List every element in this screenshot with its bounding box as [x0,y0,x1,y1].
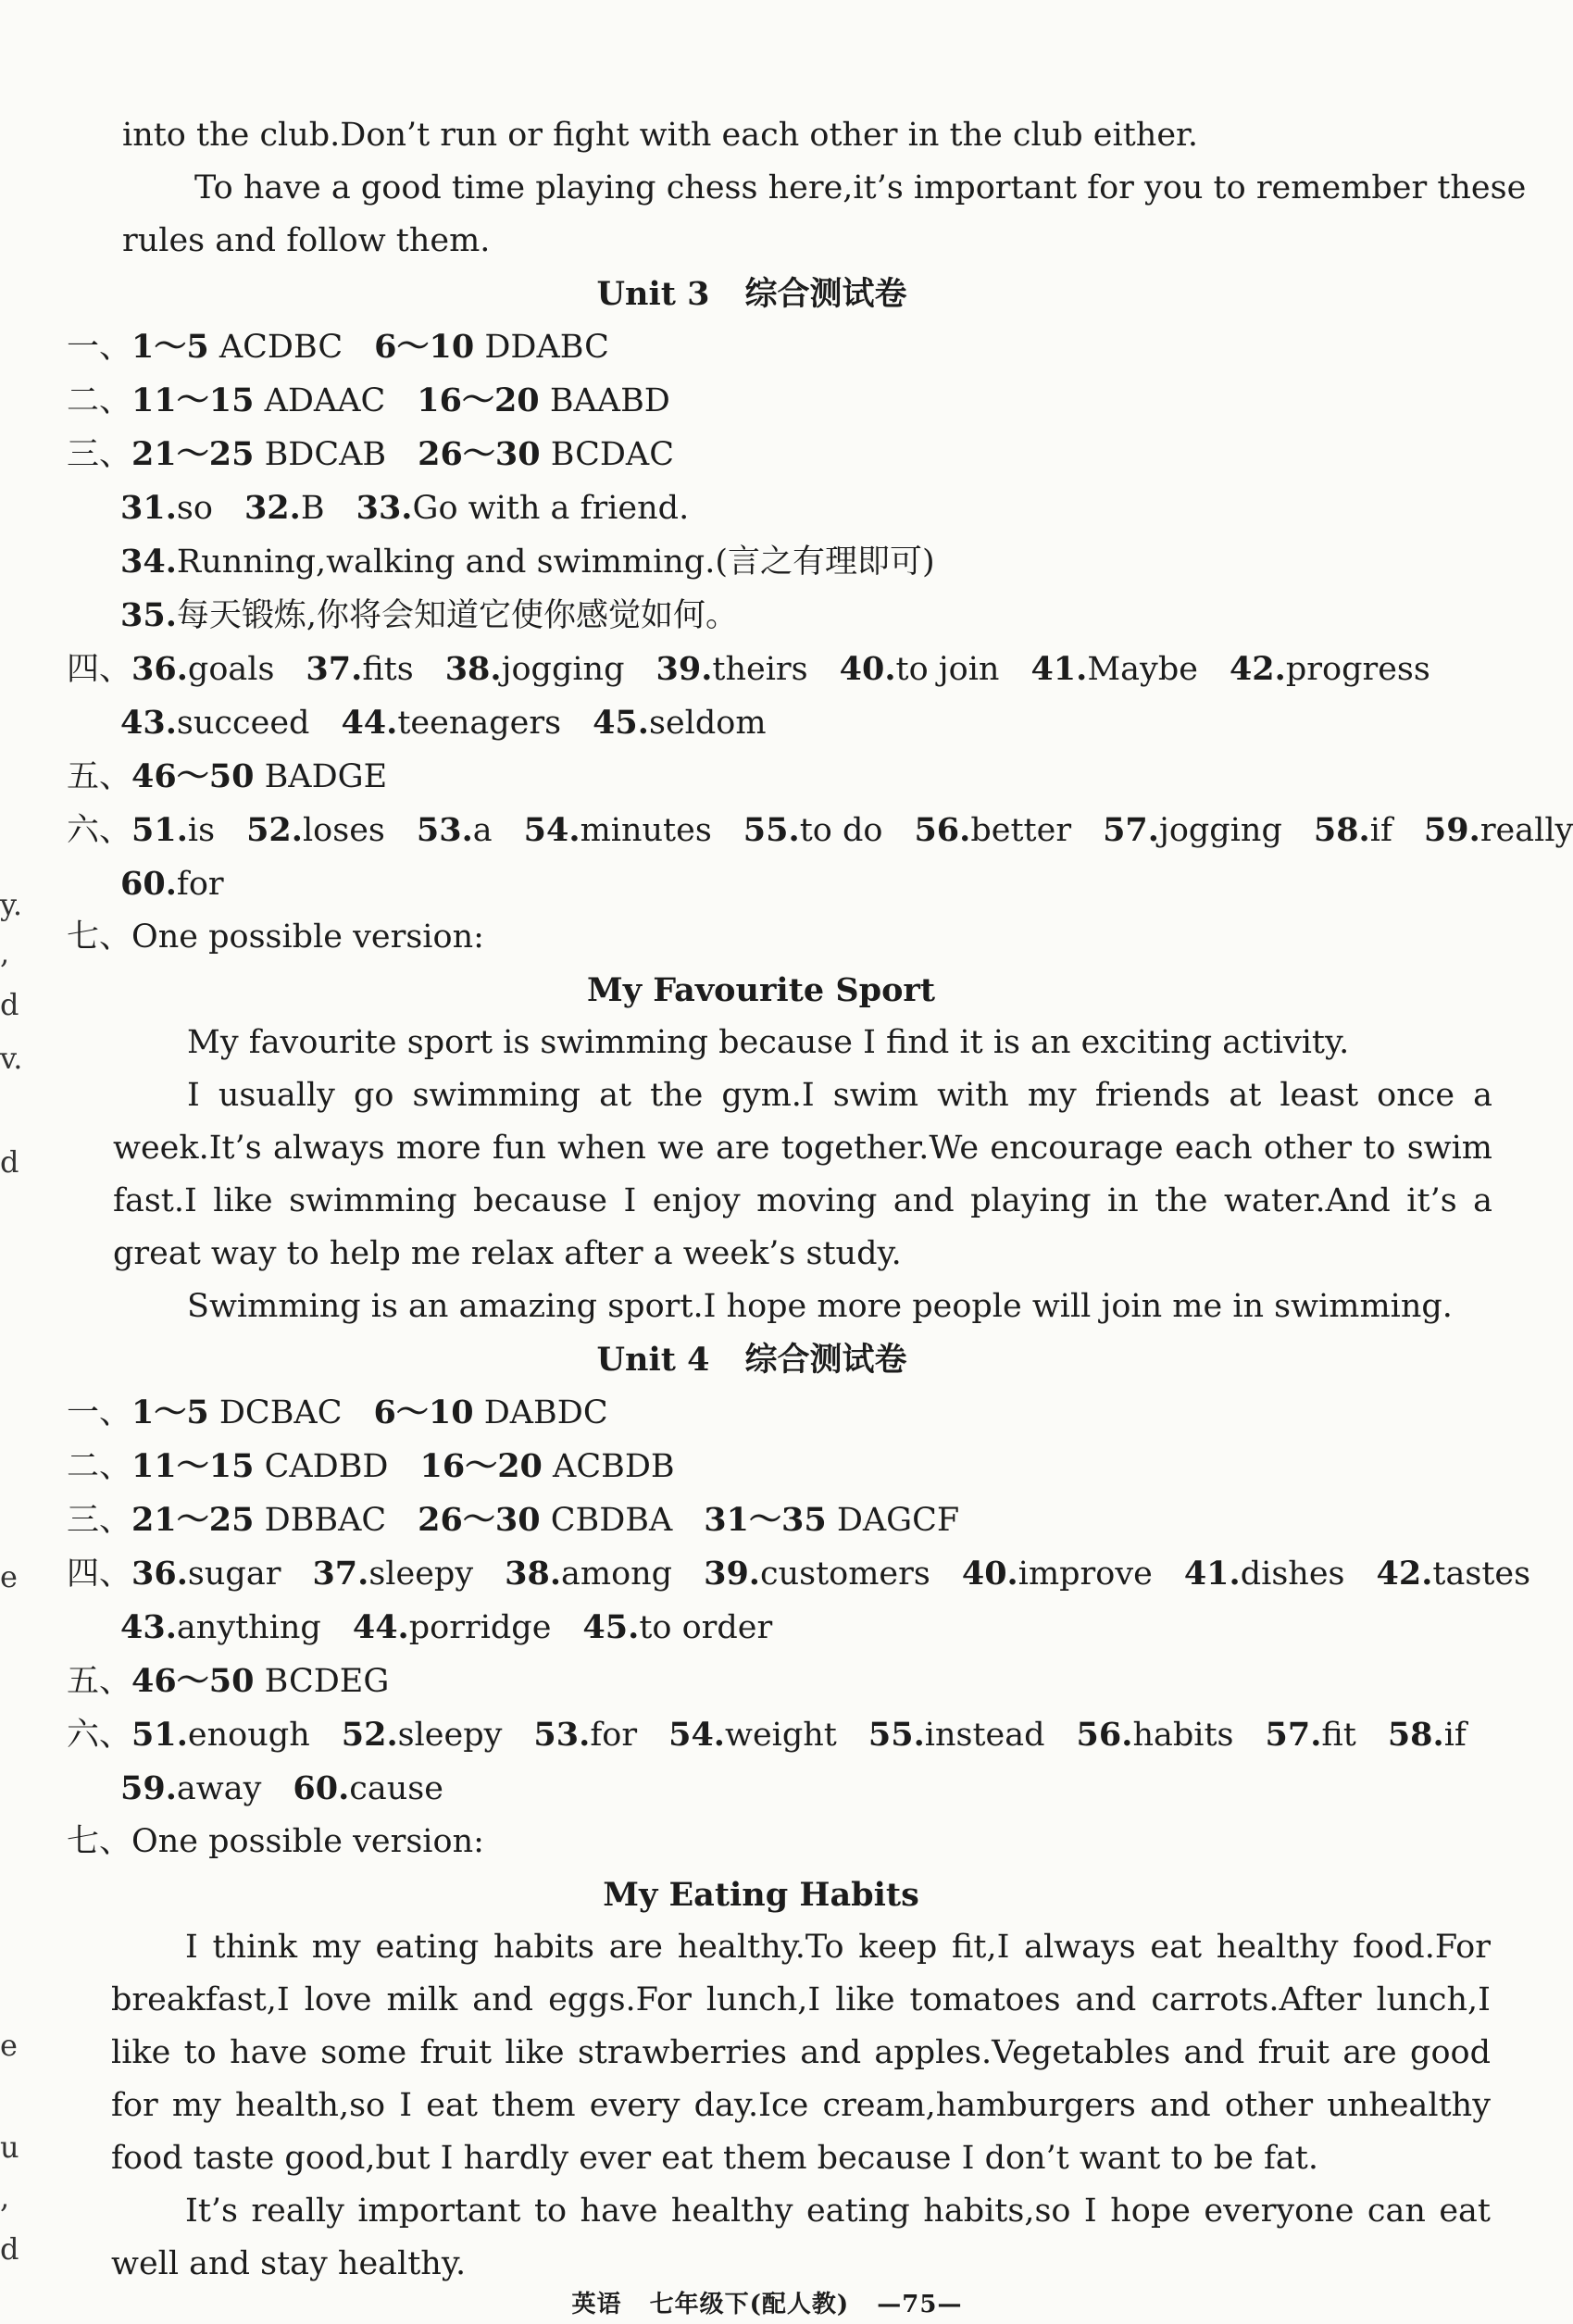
page-number: —75— [877,2291,963,2318]
unit3-section-5 [67,750,1455,804]
edge-fragment: v. [0,1041,23,1076]
section-prefix: 二、 [67,382,132,419]
unit4-section-4 [67,1547,1531,1601]
range: 31～35 [704,1501,827,1539]
answer: to order [639,1609,773,1646]
section-prefix: 三、 [67,1502,132,1539]
answers: BAABD [549,382,670,419]
question-number: 41. [1183,1555,1241,1593]
answer-key-content [67,109,1573,2291]
edge-fragment: d [0,2231,19,2267]
answer: sleepy [368,1556,474,1593]
answer: Go with a friend. [412,490,690,527]
unit4-section-5 [67,1655,1455,1708]
answer: so [176,490,213,527]
question-number: 54. [523,811,581,849]
question-number: 53. [416,811,473,849]
question-number: 53. [533,1716,591,1754]
question-number: 51. [131,811,188,849]
question-number: 52. [341,1716,398,1754]
answer: customers [760,1556,930,1593]
section-prefix: 四、 [67,1556,132,1593]
question-number: 37. [312,1555,369,1593]
answers: BCDEG [264,1663,390,1700]
answer: cause [349,1770,443,1807]
answers: CADBD [264,1448,389,1485]
unit4-essay [67,1921,1491,2291]
answer: a [472,812,493,849]
range: 6～10 [373,1393,474,1431]
question-number: 58. [1387,1716,1444,1754]
question-number: 43. [120,1608,177,1646]
unit3-q31-33 [67,481,1455,535]
question-number: 39. [655,650,713,688]
edge-fragment: y. [0,887,22,922]
question-number: 45. [593,704,649,742]
question-number: 37. [306,650,363,688]
answers: DBBAC [264,1502,387,1539]
question-number: 40. [961,1555,1018,1593]
section-label: One possible version: [131,1823,484,1860]
answers: DCBAC [218,1394,343,1431]
section-prefix: 六、 [67,1717,132,1754]
section-prefix: 三、 [67,436,132,473]
answer: teenagers [397,705,562,742]
answer: 每天锻炼,你将会知道它使你感觉如何。 [176,597,739,634]
answer: porridge [408,1609,552,1646]
question-number: 42. [1229,650,1286,688]
question-number: 32. [243,489,301,527]
unit4-title-unit: Unit 4 [596,1341,710,1379]
unit3-section-2 [67,374,1455,428]
edge-fragment: , [0,935,10,970]
answer: theirs [712,651,808,688]
answer: better [970,812,1072,849]
question-number: 43. [120,704,177,742]
question-number: 39. [704,1555,760,1593]
essay-paragraph: Swimming is an amazing sport.I hope more people will join me in swimming. [187,1288,1453,1325]
unit4-title [48,1333,1455,1386]
section-prefix: 二、 [67,1448,132,1485]
question-number: 58. [1313,811,1370,849]
intro-line: into the club.Don’t run or fight with each other in the club either. [122,117,1199,154]
section-prefix: 七、 [67,918,132,956]
question-number: 60. [120,865,177,903]
range: 26～30 [418,435,541,473]
answer: fit [1321,1717,1356,1754]
range: 21～25 [131,1501,255,1539]
answer: fits [362,651,414,688]
answer: jogging [501,651,625,688]
answers: BDCAB [264,436,387,473]
answer: minutes [580,812,712,849]
answers: BADGE [264,758,388,795]
essay-paragraph: I think my eating habits are healthy.To keep fit,I always eat healthy food.For breakfast,I love milk and eggs.For lunch,I like tomatoes and carrots.After lunch,I like to have some fruit like strawberries and apples.Vegetables and fruit are good for my health,so I eat them every day.Ice cream,hamburgers and other unhealthy food taste good,but I hardly ever eat them because I don’t want to be fat. [111,1929,1491,2177]
section-prefix: 七、 [67,1823,132,1860]
question-number: 54. [668,1716,725,1754]
edge-fragment: u [0,2130,19,2165]
range: 46～50 [131,757,255,795]
answer: is [187,812,216,849]
question-number: 52. [246,811,303,849]
question-number: 59. [1423,811,1480,849]
intro-line: rules and follow them. [122,222,491,259]
question-number: 55. [743,811,800,849]
answer: anything [176,1609,321,1646]
answer: tastes [1432,1556,1531,1593]
answers: DAGCF [836,1502,960,1539]
adjacent-page-edge [0,0,22,2324]
answer: sleepy [397,1717,503,1754]
unit4-section-4-cont [67,1601,1455,1655]
answer: dishes [1240,1556,1345,1593]
answer: Running,walking and swimming.(言之有理即可) [176,544,935,581]
answer: instead [924,1717,1045,1754]
essay-paragraph: My favourite sport is swimming because I find it is an exciting activity. [187,1024,1350,1061]
essay-paragraph: I usually go swimming at the gym.I swim with my friends at least once a week.It’s always more fun when we are together.We encourage each other to swim fast.I like swimming because I enjoy moving and playing in the water.And it’s a great way to help me relax after a week’s study. [113,1077,1492,1272]
answer: for [176,866,224,903]
edge-fragment: d [0,987,19,1022]
answers: DDABC [484,329,609,366]
unit3-section-1 [67,320,1455,374]
unit3-essay-title: My Favourite Sport [586,971,936,1009]
intro-line: To have a good time playing chess here,it’s important for you to remember these [194,169,1527,206]
unit3-title-unit: Unit 3 [596,275,710,313]
footer-subject: 英语 [571,2291,622,2318]
edge-fragment: e [0,1559,18,1594]
question-number: 31. [120,489,177,527]
unit3-essay [67,1017,1492,1333]
unit3-title-cn: 综合测试卷 [744,275,907,313]
answer: weight [725,1717,837,1754]
answer: among [561,1556,673,1593]
section-prefix: 五、 [67,758,132,795]
question-number: 38. [505,1555,562,1593]
question-number: 36. [131,650,188,688]
answer: enough [187,1717,310,1754]
range: 21～25 [131,435,255,473]
answer: away [176,1770,262,1807]
question-number: 56. [1076,1716,1133,1754]
question-number: 40. [839,650,896,688]
range: 1～5 [131,328,209,366]
range: 11～15 [131,1447,255,1485]
answer: improve [1017,1556,1153,1593]
answer: seldom [648,705,767,742]
answer: goals [187,651,275,688]
unit3-q34 [67,535,1455,589]
essay-paragraph: It’s really important to have healthy eating habits,so I hope everyone can eat well and stay healthy. [111,2193,1491,2282]
unit3-section-3 [67,428,1455,481]
answers: ACDBC [218,329,343,366]
question-number: 44. [352,1608,409,1646]
question-number: 51. [131,1716,188,1754]
unit4-section-1 [67,1386,1455,1440]
section-label: One possible version: [131,918,484,956]
unit4-section-6-cont [67,1762,1455,1816]
section-prefix: 六、 [67,812,132,849]
answer: sugar [187,1556,281,1593]
question-number: 33. [356,489,413,527]
question-number: 36. [131,1555,188,1593]
answers: ADAAC [264,382,386,419]
unit3-section-7 [67,911,1455,964]
question-number: 57. [1103,811,1159,849]
answer: for [590,1717,638,1754]
question-number: 38. [444,650,502,688]
unit4-section-3 [67,1493,1455,1547]
range: 1～5 [131,1393,209,1431]
question-number: 44. [341,704,398,742]
question-number: 42. [1376,1555,1433,1593]
question-number: 41. [1030,650,1088,688]
range: 26～30 [418,1501,541,1539]
section-prefix: 一、 [67,1394,132,1431]
footer-grade: 七年级下(配人教) [649,2291,850,2318]
unit4-essay-title: My Eating Habits [603,1876,919,1914]
answers: ACBDB [553,1448,675,1485]
edge-fragment: e [0,2028,18,2063]
range: 16～20 [417,381,540,419]
answer: Maybe [1087,651,1198,688]
unit4-section-6 [67,1708,1467,1762]
answer: progress [1285,651,1430,688]
answer: habits [1132,1717,1234,1754]
question-number: 55. [868,1716,925,1754]
range: 16～20 [419,1447,543,1485]
answer: if [1443,1717,1467,1754]
answers: CBDBA [550,1502,673,1539]
question-number: 35. [120,596,177,634]
range: 46～50 [131,1662,255,1700]
range: 6～10 [374,328,475,366]
edge-fragment: d [0,1144,19,1180]
answer: succeed [176,705,310,742]
answer: if [1369,812,1392,849]
unit3-title [48,268,1455,320]
answer: really [1479,812,1573,849]
answers: DABDC [483,1394,608,1431]
question-number: 45. [582,1608,640,1646]
question-number: 60. [293,1769,350,1807]
question-number: 59. [120,1769,177,1807]
answer: loses [302,812,385,849]
section-prefix: 四、 [67,651,132,688]
answer: to do [799,812,883,849]
range: 11～15 [131,381,255,419]
edge-fragment: , [0,2180,10,2215]
question-number: 57. [1265,1716,1322,1754]
page-footer [0,2285,1534,2319]
unit3-section-6-cont [67,857,1455,911]
answer: B [300,490,325,527]
section-prefix: 五、 [67,1663,132,1700]
section-prefix: 一、 [67,329,132,366]
question-number: 34. [120,543,177,581]
unit3-section-4-cont [67,696,1455,750]
answer: jogging [1158,812,1282,849]
answer: to join [895,651,1000,688]
unit4-section-7 [67,1816,1455,1868]
question-number: 56. [914,811,971,849]
unit3-section-6 [67,804,1573,857]
unit4-section-2 [67,1440,1455,1493]
unit4-title-cn: 综合测试卷 [744,1341,907,1379]
unit3-section-4 [67,643,1455,696]
unit3-q35 [67,589,1455,643]
answers: BCDAC [550,436,674,473]
